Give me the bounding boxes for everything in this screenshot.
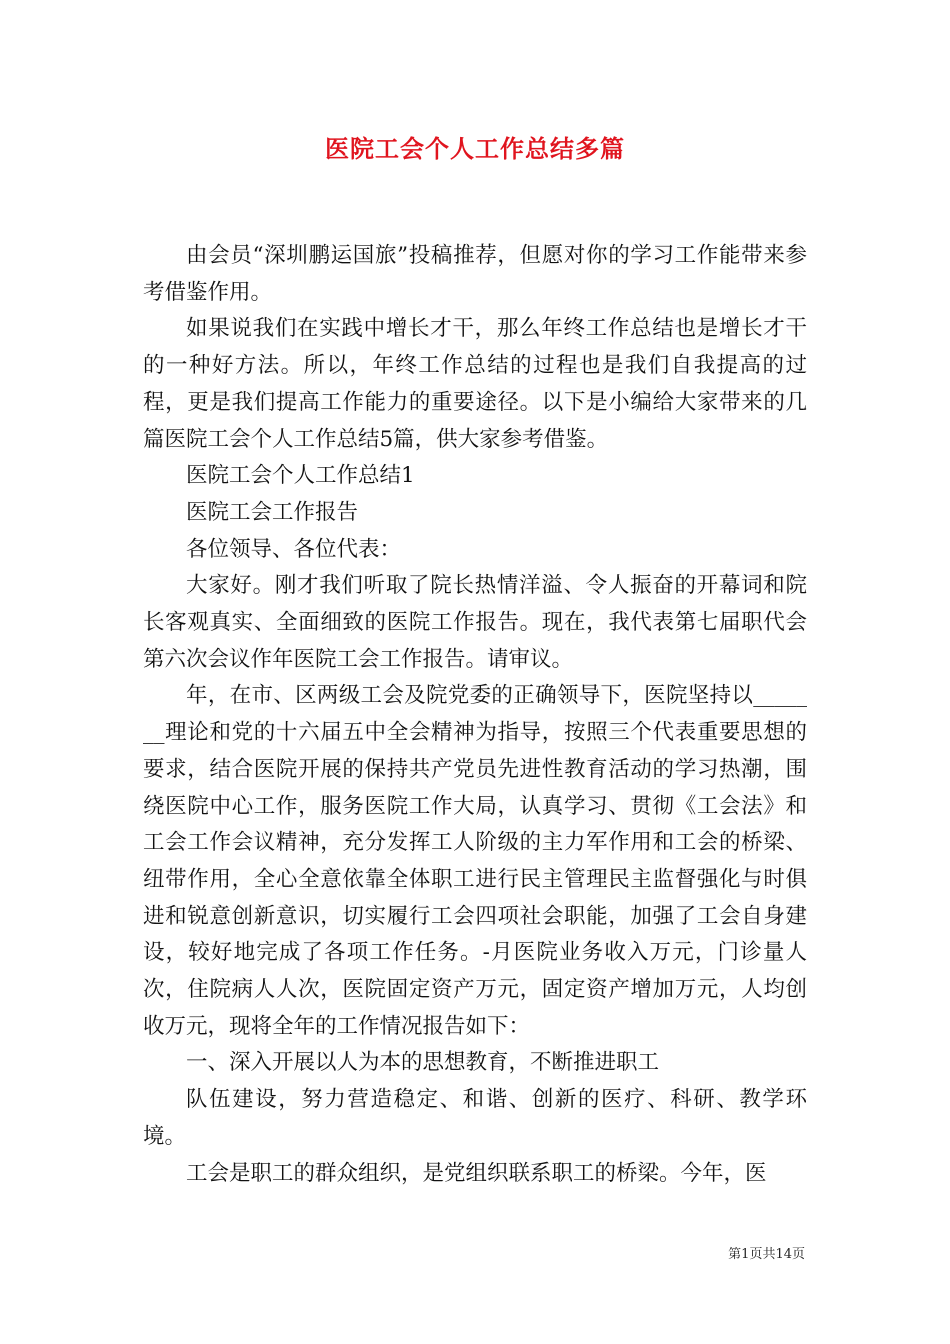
- paragraph: 大家好。刚才我们听取了院长热情洋溢、令人振奋的开幕词和院长客观真实、全面细致的医院工作报告。现在，我代表第七届职代会第六次会议作年医院工会工作报告。请审议。: [143, 573, 807, 672]
- paragraph: 队伍建设，努力营造稳定、和谐、创新的医疗、科研、教学环境。: [143, 1087, 807, 1149]
- document-title: 医院工会个人工作总结多篇: [325, 134, 625, 163]
- paragraph: 年，在市、区两级工会及院党委的正确领导下，医院坚持以_______理论和党的十六届五中全会精神为指导，按照三个代表重要思想的要求，结合医院开展的保持共产党员先进性教育活动的学习热潮，围绕医院中心工作，服务医院工作大局，认真学习、贯彻《工会法》和工会工作会议精神，充分发挥工人阶级的主力军作用和工会的桥梁、纽带作用，全心全意依靠全体职工进行民主管理民主监督强化与时俱进和锐意创新意识，切实履行工会四项社会职能，加强了工会自身建设，较好地完成了各项工作任务。-月医院业务收入万元，门诊量人次，住院病人人次，医院固定资产万元，固定资产增加万元，人均创收万元，现将全年的工作情况报告如下：: [143, 683, 807, 1039]
- paragraph: 如果说我们在实践中增长才干，那么年终工作总结也是增长才干的一种好方法。所以，年终工作总结的过程也是我们自我提高的过程，更是我们提高工作能力的重要途径。以下是小编给大家带来的几篇医院工会个人工作总结5篇，供大家参考借鉴。: [143, 316, 807, 452]
- paragraph: 一、深入开展以人为本的思想教育，不断推进职工: [186, 1050, 660, 1076]
- page-number: 第1页共14页: [728, 1247, 805, 1262]
- paragraph: 医院工会个人工作总结1: [186, 463, 415, 489]
- paragraph: 医院工会工作报告: [186, 499, 359, 525]
- paragraph: 工会是职工的群众组织，是党组织联系职工的桥梁。今年，医: [186, 1160, 767, 1186]
- document-body: [143, 238, 807, 1192]
- paragraph: 各位领导、各位代表：: [186, 536, 402, 562]
- paragraph: 由会员“深圳鹏运国旅”投稿推荐，但愿对你的学习工作能带来参考借鉴作用。: [143, 243, 807, 305]
